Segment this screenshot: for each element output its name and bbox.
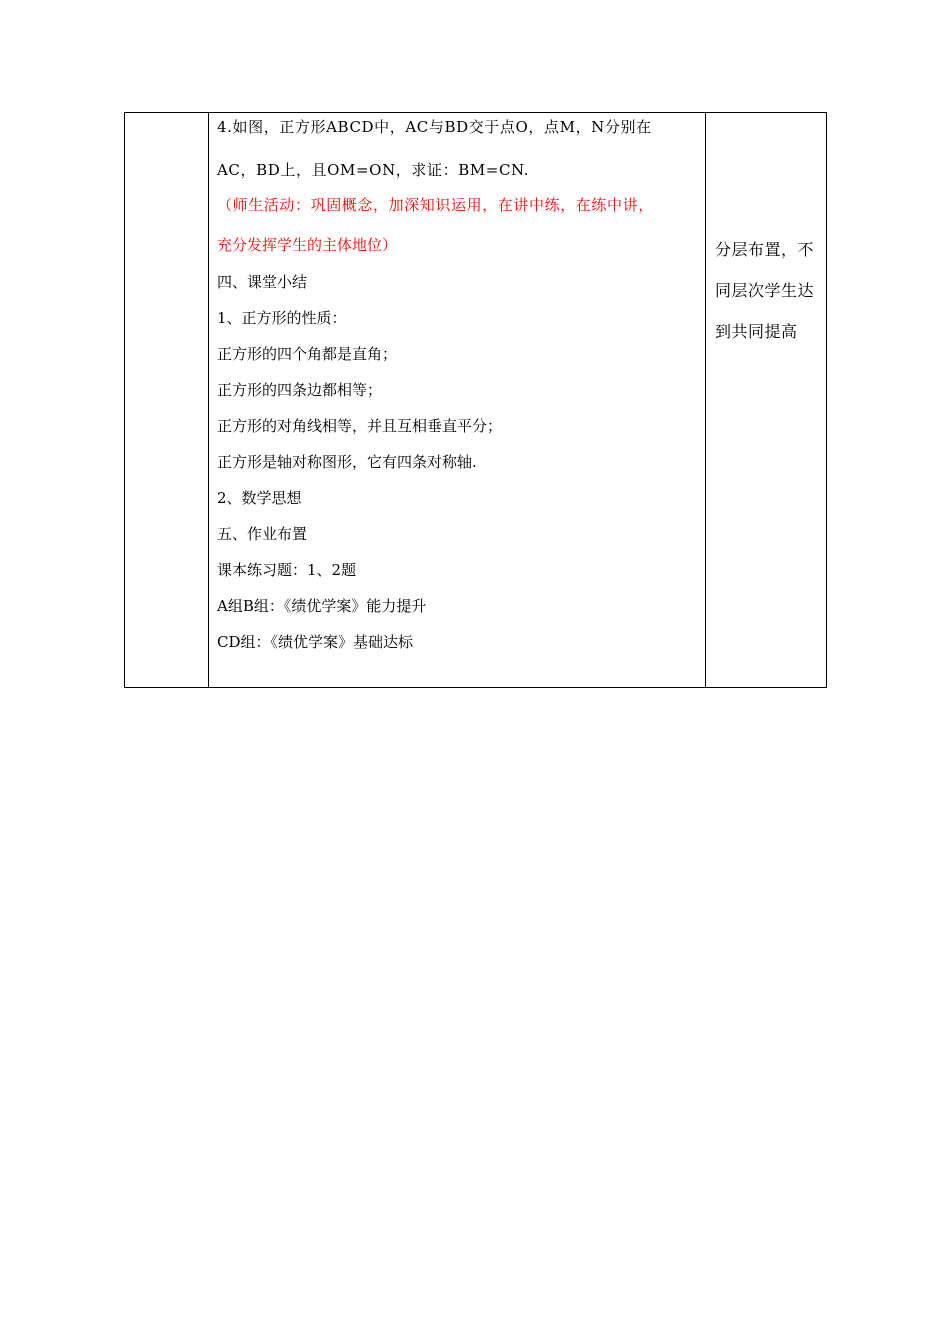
property-line-angles: 正方形的四个角都是直角；: [217, 345, 398, 363]
property-line-diagonals: 正方形的对角线相等，并且互相垂直平分；: [217, 417, 503, 435]
homework-group-ab: A组B组：《绩优学案》能力提升: [217, 597, 427, 615]
homework-textbook: 课本练习题：1、2题: [217, 561, 357, 579]
section-heading-summary: 四、课堂小结: [217, 273, 308, 291]
design-note-line-1: 分层布置，不: [715, 240, 815, 259]
design-note-line-2: 同层次学生达: [715, 281, 815, 300]
column-divider: [705, 113, 706, 687]
summary-item-1: 1、正方形的性质：: [217, 309, 347, 327]
column-divider: [208, 113, 209, 687]
section-heading-homework: 五、作业布置: [217, 525, 308, 543]
activity-note-line-2: 充分发挥学生的主体地位）: [217, 236, 398, 254]
property-line-sides: 正方形的四条边都相等；: [217, 381, 383, 399]
design-note-line-3: 到共同提高: [715, 322, 798, 341]
homework-group-cd: CD组：《绩优学案》基础达标: [217, 633, 414, 651]
summary-item-2: 2、数学思想: [217, 489, 302, 507]
property-line-symmetry: 正方形是轴对称图形，它有四条对称轴.: [217, 453, 477, 471]
exercise-line-2: AC，BD上，且OM=ON，求证：BM=CN.: [217, 161, 530, 179]
activity-note-line-1: （师生活动：巩固概念，加深知识运用，在讲中练，在练中讲，: [217, 196, 654, 214]
exercise-line-1: 4.如图，正方形ABCD中，AC与BD交于点O，点M，N分别在: [217, 118, 652, 136]
lesson-table: [124, 112, 827, 688]
